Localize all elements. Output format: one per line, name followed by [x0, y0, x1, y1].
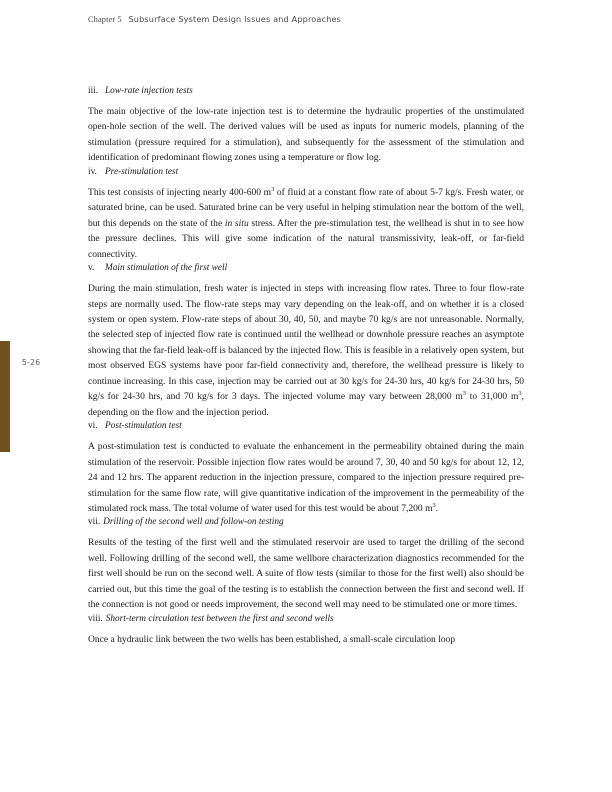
page-number: 5-26	[22, 358, 41, 367]
section-iii-heading	[88, 85, 524, 97]
section-v-title: Main stimulation of the first well	[105, 263, 228, 274]
running-head	[88, 14, 528, 24]
section-vii	[88, 516, 524, 612]
section-iii-numeral: iii.	[88, 86, 99, 96]
text-column	[88, 85, 524, 647]
section-vii-numeral: vii.	[88, 517, 101, 528]
section-viii-title: Short-term circulation test between the first and second wells	[105, 613, 334, 624]
section-vi	[88, 420, 524, 516]
section-viii	[88, 613, 524, 647]
section-viii-heading	[88, 613, 524, 625]
section-v-numeral: v.	[88, 263, 95, 274]
section-iii	[88, 85, 524, 166]
section-vi-title: Post-stimulation test	[105, 421, 182, 432]
section-vi-paragraph: A post-stimulation test is conducted to evaluate the enhancement in the permeability obtained during the main stimulation of the reservoir. Possible injection flow rates would be around 7, 30, 40 and 50 kg/s for about 12, 12, 24 and 12 hrs. The apparent reduction in the injection pressure, compared to the injection pressure required pre-stimulation for the same flow rate, will give quantitative indication of the improvement in the permeability of the stimulated rock mass. The total volume of water used for this test would be about 7,200 $m^3$.	[88, 441, 524, 514]
running-head-chapter: Chapter 5	[88, 15, 122, 24]
section-iv-paragraph: This test consists of injecting nearly 400-600 $m^3$ of fluid at a constant flow rate of about 5-7 kg/s. Fresh water, or saturated brine, can be used. Saturated brine can be very useful in helping stimulation near the bottom of the well, but this depends on the state of the in situ stress. After the pre-stimulation test, the wellhead is shut in to see how the pressure declines. This will give some indication of the natural transmissivity, leak-off, or far-field connectivity.	[88, 185, 524, 260]
section-vii-heading	[88, 516, 524, 528]
section-vi-heading	[88, 420, 524, 432]
section-v-heading	[88, 262, 524, 274]
section-vii-paragraph: Results of the testing of the first well and the stimulated reservoir are used to target the drilling of the second well. Following drilling of the second well, the same wellbore characterization diagnostics recommended for the first well should be run on the second well. A suite of flow tests (similar to those for the first well) also should be carried out, but this time the goal of the testing is to establish the connection between the first and second well. If the connection is not good or needs improvement, the second well may need to be stimulated one or more times.	[88, 537, 524, 611]
section-vi-numeral: vi.	[88, 421, 98, 432]
section-iii-paragraph: The main objective of the low-rate injection test is to determine the hydraulic properties of the unstimulated open-hole section of the well. The derived values will be used as inputs for numeric models, planning of the stimulation (pressure required for a stimulation), and subsequently for the assessment of the stimulation and identification of predominant flowing zones using a temperature or flow log.	[88, 106, 524, 164]
chapter-thumb-tab	[0, 341, 10, 452]
section-iv-numeral: iv.	[88, 166, 97, 177]
running-head-title: Subsurface System Design Issues and Approaches	[125, 14, 342, 24]
section-viii-numeral: viii.	[88, 613, 103, 624]
section-v-paragraph: During the main stimulation, fresh water is injected in steps with increasing flow rates. Three to four flow-rate steps are normally used. The flow-rate steps may vary depending on the leak-off, and on whether it is a closed system or open system. Flow-rate steps of about 30, 40, 50, and maybe 70 kg/s are not unreasonable. Normally, the selected step of injected flow rate is continued until the wellhead or downhole pressure reaches an asymptote showing that the far-field leak-off is balanced by the injected flow. This is feasible in a relatively open system, but most observed EGS systems have poor far-field connectivity and, therefore, the wellhead pressure is likely to continue increasing. In this case, injection may be carried out at 30 kg/s for 24-30 hrs, 40 kg/s for 24-30 hrs, 50 kg/s for 24-30 hrs, and 70 kg/s for 3 days. The injected volume may vary between 28,000 $m^3$ to 31,000 $m^3$, depending on the flow and the injection period.	[88, 283, 525, 418]
section-iv	[88, 166, 524, 262]
section-viii-paragraph: Once a hydraulic link between the two wells has been established, a small-scale circulation loop	[88, 633, 456, 645]
section-iii-title: Low-rate injection tests	[105, 86, 193, 96]
section-iv-title: Pre-stimulation test	[105, 166, 179, 177]
section-v	[88, 262, 524, 420]
section-iv-heading	[88, 166, 524, 178]
section-vii-title: Drilling of the second well and follow-on testing	[103, 517, 284, 528]
